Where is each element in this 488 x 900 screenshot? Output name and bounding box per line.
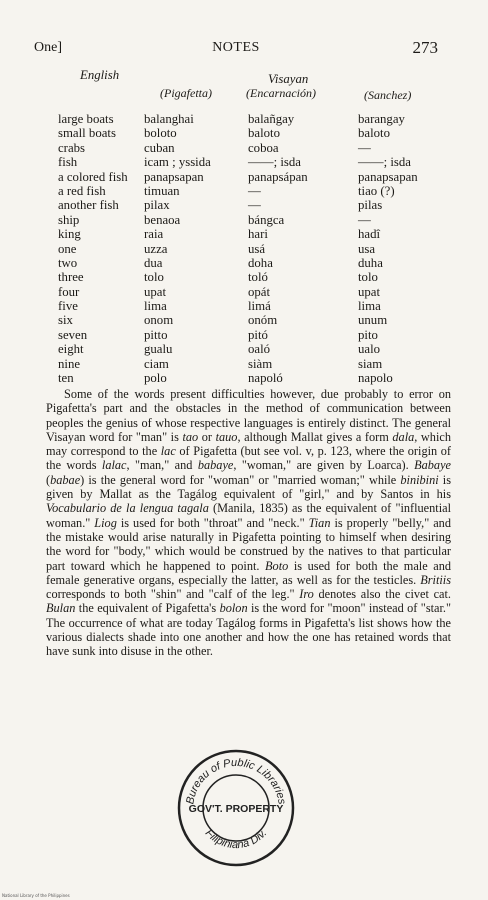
vocab-row [58,371,453,385]
vocabulary-table [58,68,453,385]
vocab-cell: polo [144,371,167,386]
col-head-english: English [80,68,120,82]
vocab-cell: small boats [58,126,116,141]
vocab-cell: napoló [248,371,283,386]
vocab-cell: pitto [144,327,168,342]
vocab-cell: tiao (?) [358,183,395,198]
vocab-cell: hari [248,227,268,242]
vocab-cell: upat [358,284,381,299]
vocab-cell: oaló [248,342,271,357]
vocab-cell: pito [358,327,378,342]
vocab-cell: — [358,140,371,155]
stamp-top-text: Bureau of Public Libraries [184,756,288,806]
vocab-row [58,112,453,126]
vocab-cell: gualu [144,342,173,357]
vocab-cell: usa [358,241,376,256]
vocab-row [58,184,453,198]
vocab-row [58,328,453,342]
vocab-row [58,227,453,241]
vocab-row [58,270,453,284]
vocab-row [58,170,453,184]
vocab-cell: crabs [58,140,85,155]
vocab-cell: opát [248,284,271,299]
vocab-cell: one [58,241,77,256]
vocab-cell: balañgay [248,112,295,126]
vocab-row [58,155,453,169]
vocab-cell: coboa [248,140,279,155]
vocab-cell: ualo [358,342,381,357]
vocab-cell: benaoa [144,212,181,227]
vocab-cell: doha [248,255,273,270]
vocab-cell: ten [58,371,74,386]
vocab-cell: siàm [248,356,273,371]
vocab-cell: ——; isda [358,155,411,170]
vocab-cell: tolo [358,270,378,285]
vocab-cell: ——; isda [248,155,301,170]
vocab-cell: limá [248,299,271,314]
vocab-cell: tolo [144,270,164,285]
vocab-row [58,141,453,155]
page-number: 273 [412,38,438,57]
col-head-pigafetta: (Pigafetta) [160,86,212,100]
vocab-cell: — [358,212,371,227]
vocab-row [58,313,453,327]
vocab-row [58,242,453,256]
vocab-cell: two [58,255,78,270]
vocab-cell: panapsapan [144,169,204,184]
vocab-cell: lima [358,299,381,314]
vocab-cell: large boats [58,112,114,126]
vocab-cell: six [58,313,73,328]
vocab-cell: lima [144,299,167,314]
commentary-paragraph: Some of the words present difficulties however, due probably to error on Pigafetta's part and the obstacles in the method of communication between peoples the genius of whose respective languages is entirely distinct. The general Visayan word for "man" is tao or tauo, although Mallat gives a form dala, which may correspond to the lac of Pigafetta (but see vol. v, p. 123, where the origin of the words lalac, "man," and babaye, "woman," are given by Loarca). Babaye (babae) is the general word for "woman" or "married woman;" while binibini is given by Mallat as the Tagálog equivalent of "girl," and by Santos in his Vocabulario de la lengua tagala (Manila, 1835) as the equivalent of "influential woman." Liog is used for both "throat" and "neck." Tian is properly "belly," and the mistake would arise naturally in Pigafetta pointing to himself when desiring the word for "body," which would be construed by the natives to that particular part toward which he happened to point. Boto is used for both the male and female generative organs, especially the latter, as well as for the testicles. Britiis corresponds to both "shin" and "calf of the leg." Iro denotes also the civet cat. Bulan the equivalent of Pigafetta's bolon is the word for "moon" instead of "star." The occurrence of what are today Tagálog forms in Pigafetta's list shows how the various dialects shade into one another and how the one has retained words that have sunk into disuse in the other. [46,387,452,659]
vocab-cell: seven [58,327,88,342]
vocab-cell: three [58,270,84,285]
vocab-cell: onom [144,313,174,328]
vocab-cell: pitó [248,327,268,342]
vocab-cell: raia [144,227,164,242]
vocab-cell: ciam [144,356,169,371]
vocab-cell: hadî [358,227,381,242]
page-header [34,38,438,62]
vocab-cell: uzza [144,241,168,256]
vocab-cell: cuban [144,140,175,155]
vocab-cell: panapsapan [358,169,418,184]
vocab-cell: barangay [358,112,405,126]
running-title: NOTES [212,40,260,55]
vocab-cell: baloto [248,126,280,141]
vocab-row [58,285,453,299]
vocab-cell: four [58,284,80,299]
vocab-cell: nine [58,356,81,371]
vocab-cell: unum [358,313,388,328]
footer-note: National Library of the Philippines [2,893,70,898]
vocab-cell: — [248,183,261,198]
vocab-row [58,213,453,227]
vocab-row [58,256,453,270]
vocab-cell: ship [58,212,80,227]
chapter-ref: One] [34,40,62,55]
vocab-row [58,126,453,140]
col-head-sanchez: (Sanchez) [364,88,412,102]
vocab-row [58,342,453,356]
vocab-cell: bángca [248,212,285,227]
vocab-cell: toló [248,270,268,285]
vocab-cell: balanghai [144,112,194,126]
stamp-center-text: GOV'T. PROPERTY [188,803,284,815]
vocab-cell: napolo [358,371,393,386]
col-head-encarnacion: (Encarnación) [246,86,316,100]
vocab-row [58,198,453,212]
stamp-bottom-text: Filipiniana Div. [202,827,270,852]
vocab-cell: a red fish [58,183,106,198]
vocab-row [58,357,453,371]
vocab-row [58,299,453,313]
col-head-visayan: Visayan [268,72,309,86]
vocabulary-rows [58,112,453,385]
vocab-cell: upat [144,284,167,299]
vocab-cell: icam ; yssida [144,155,211,170]
vocab-cell: a colored fish [58,169,128,184]
vocab-cell: dua [144,255,163,270]
vocab-cell: timuan [144,183,180,198]
vocab-cell: duha [358,255,383,270]
vocab-cell: panapsápan [248,169,308,184]
library-stamp [175,747,297,867]
vocab-cell: siam [358,356,383,371]
vocab-cell: king [58,227,81,242]
vocab-cell: fish [58,155,78,170]
vocab-cell: — [248,198,261,213]
vocab-cell: usá [248,241,266,256]
vocab-cell: boloto [144,126,177,141]
vocab-cell: onóm [248,313,278,328]
vocab-cell: baloto [358,126,390,141]
vocab-cell: eight [58,342,84,357]
vocab-cell: another fish [58,198,119,213]
vocab-cell: pilax [144,198,170,213]
vocab-cell: pilas [358,198,383,213]
vocabulary-table-header [58,68,453,112]
vocab-cell: five [58,299,78,314]
